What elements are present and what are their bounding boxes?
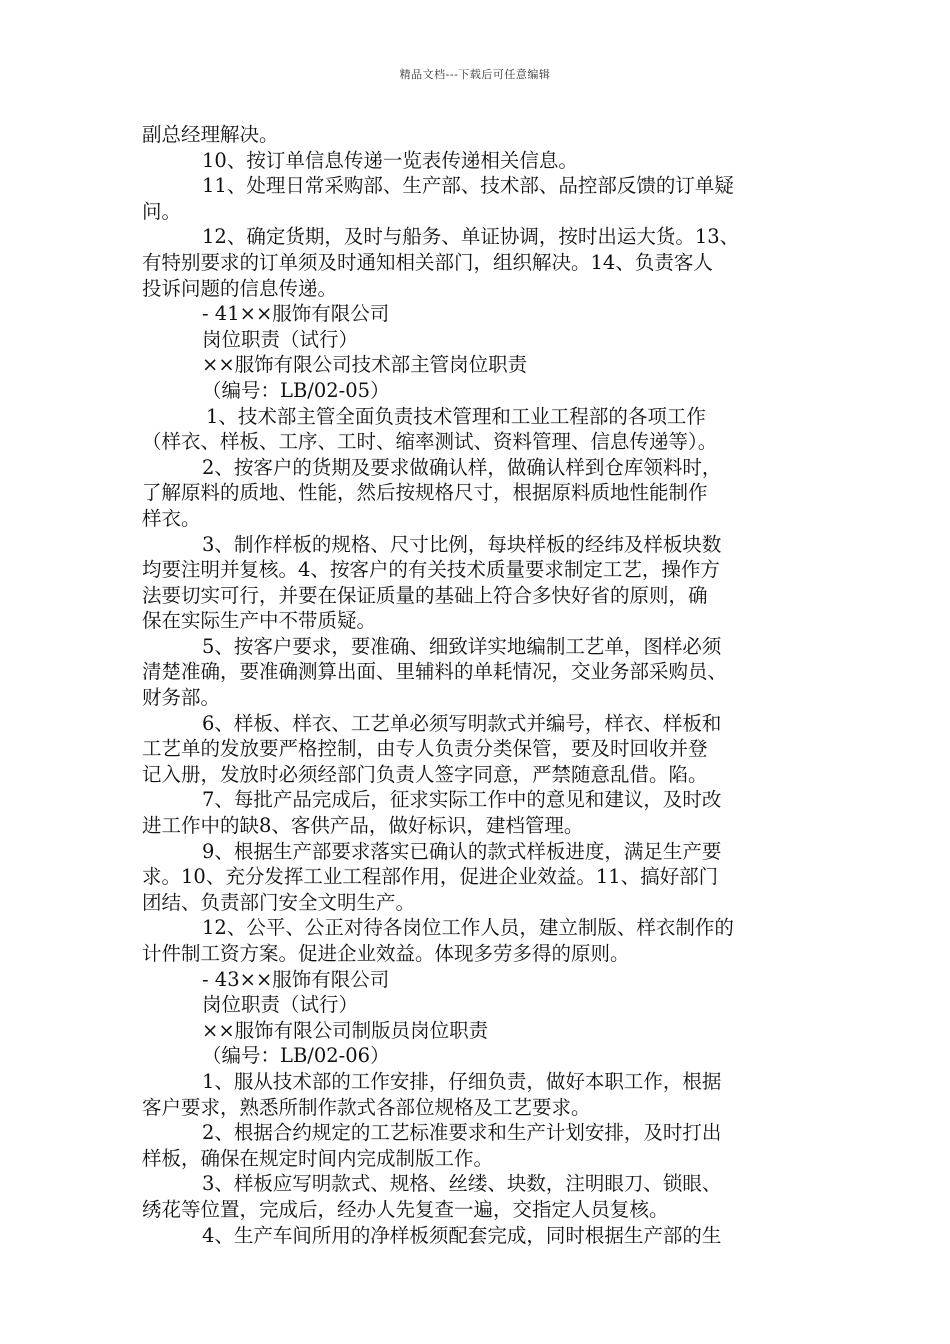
section-subtitle: 岗位职责（试行） bbox=[202, 327, 359, 351]
text-line: 进工作中的缺8、客供产品，做好标识，建档管理。 bbox=[142, 814, 584, 838]
text-line: 法要切实可行，并要在保证质量的基础上符合多快好省的原则，确 bbox=[142, 583, 708, 607]
text-line: 3、样板应写明款式、规格、丝缕、块数，注明眼刀、锁眼、 bbox=[202, 1172, 722, 1196]
text-line: 均要注明并复核。4、按客户的有关技术质量要求制定工艺，操作方 bbox=[142, 558, 720, 582]
section-code: （编号：LB/02-05） bbox=[202, 378, 390, 402]
text-line: 3、制作样板的规格、尺寸比例，每块样板的经纬及样板块数 bbox=[202, 532, 722, 556]
text-line: 样板，确保在规定时间内完成制版工作。 bbox=[142, 1146, 494, 1170]
text-line: 绣花等位置，完成后，经办人先复查一遍，交指定人员复核。 bbox=[142, 1197, 669, 1221]
document-body bbox=[142, 122, 814, 1248]
section-code: （编号：LB/02-06） bbox=[202, 1044, 390, 1068]
section-subtitle: 岗位职责（试行） bbox=[202, 993, 359, 1017]
section-title: ××服饰有限公司制版员岗位职责 bbox=[202, 1018, 489, 1042]
text-line: 2、根据合约规定的工艺标准要求和生产计划安排，及时打出 bbox=[202, 1121, 722, 1145]
text-line: 有特别要求的订单须及时通知相关部门，组织解决。14、负责客人 bbox=[142, 250, 713, 274]
section-number: - 43××服饰有限公司 bbox=[202, 967, 390, 991]
text-line: 清楚准确，要准确测算出面、里辅料的单耗情况，交业务部采购员、 bbox=[142, 660, 728, 684]
text-line: 团结、负责部门安全文明生产。 bbox=[142, 890, 416, 914]
text-line: （样衣、样板、工序、工时、缩率测试、资料管理、信息传递等）。 bbox=[142, 430, 718, 454]
text-line: 客户要求，熟悉所制作款式各部位规格及工艺要求。 bbox=[142, 1095, 591, 1119]
text-line: 1、技术部主管全面负责技术管理和工业工程部的各项工作 bbox=[206, 404, 706, 428]
text-line: 问。 bbox=[142, 199, 182, 223]
text-line: 7、每批产品完成后，征求实际工作中的意见和建议，及时改 bbox=[202, 788, 722, 812]
text-line: 投诉问题的信息传递。 bbox=[142, 276, 338, 300]
text-line: 样衣。 bbox=[142, 506, 201, 530]
text-line: 副总经理解决。 bbox=[142, 123, 279, 146]
text-line: 计件制工资方案。促进企业效益。体现多劳多得的原则。 bbox=[142, 942, 630, 965]
text-line: 1、服从技术部的工作安排，仔细负责，做好本职工作，根据 bbox=[202, 1069, 722, 1093]
text-line: 6、样板、样衣、工艺单必须写明款式并编号，样衣、样板和 bbox=[202, 711, 722, 735]
section-number: - 41××服饰有限公司 bbox=[202, 302, 390, 326]
text-line: 4、生产车间所用的净样板须配套完成，同时根据生产部的生 bbox=[202, 1223, 722, 1247]
text-line: 12、公平、公正对待各岗位工作人员，建立制版、样衣制作的 bbox=[202, 916, 734, 940]
text-line: 12、确定货期，及时与船务、单证协调，按时出运大货。13、 bbox=[202, 225, 740, 249]
text-line: 5、按客户要求，要准确、细致详实地编制工艺单，图样必须 bbox=[202, 634, 722, 658]
text-line: 11、处理日常采购部、生产部、技术部、品控部反馈的订单疑 bbox=[202, 174, 734, 198]
page-header: 精品文档---下载后可任意编辑 bbox=[399, 68, 551, 81]
text-line: 2、按客户的货期及要求做确认样，做确认样到仓库领料时， bbox=[202, 455, 722, 479]
text-line: 记入册，发放时必须经部门负责人签字同意，严禁随意乱借。陷。 bbox=[142, 762, 708, 786]
text-line: 财务部。 bbox=[142, 686, 221, 710]
text-line: 9、根据生产部要求落实已确认的款式样板进度，满足生产要 bbox=[202, 839, 722, 863]
text-line: 了解原料的质地、性能，然后按规格尺寸，根据原料质地性能制作 bbox=[142, 481, 708, 505]
text-line: 10、按订单信息传递一览表传递相关信息。 bbox=[202, 148, 578, 172]
text-line: 保在实际生产中不带质疑。 bbox=[142, 609, 377, 633]
text-line: 工艺单的发放要严格控制，由专人负责分类保管，要及时回收并登 bbox=[142, 737, 708, 761]
text-line: 求。10、充分发挥工业工程部作用，促进企业效益。11、搞好部门 bbox=[142, 865, 719, 889]
section-title: ××服饰有限公司技术部主管岗位职责 bbox=[202, 353, 528, 377]
